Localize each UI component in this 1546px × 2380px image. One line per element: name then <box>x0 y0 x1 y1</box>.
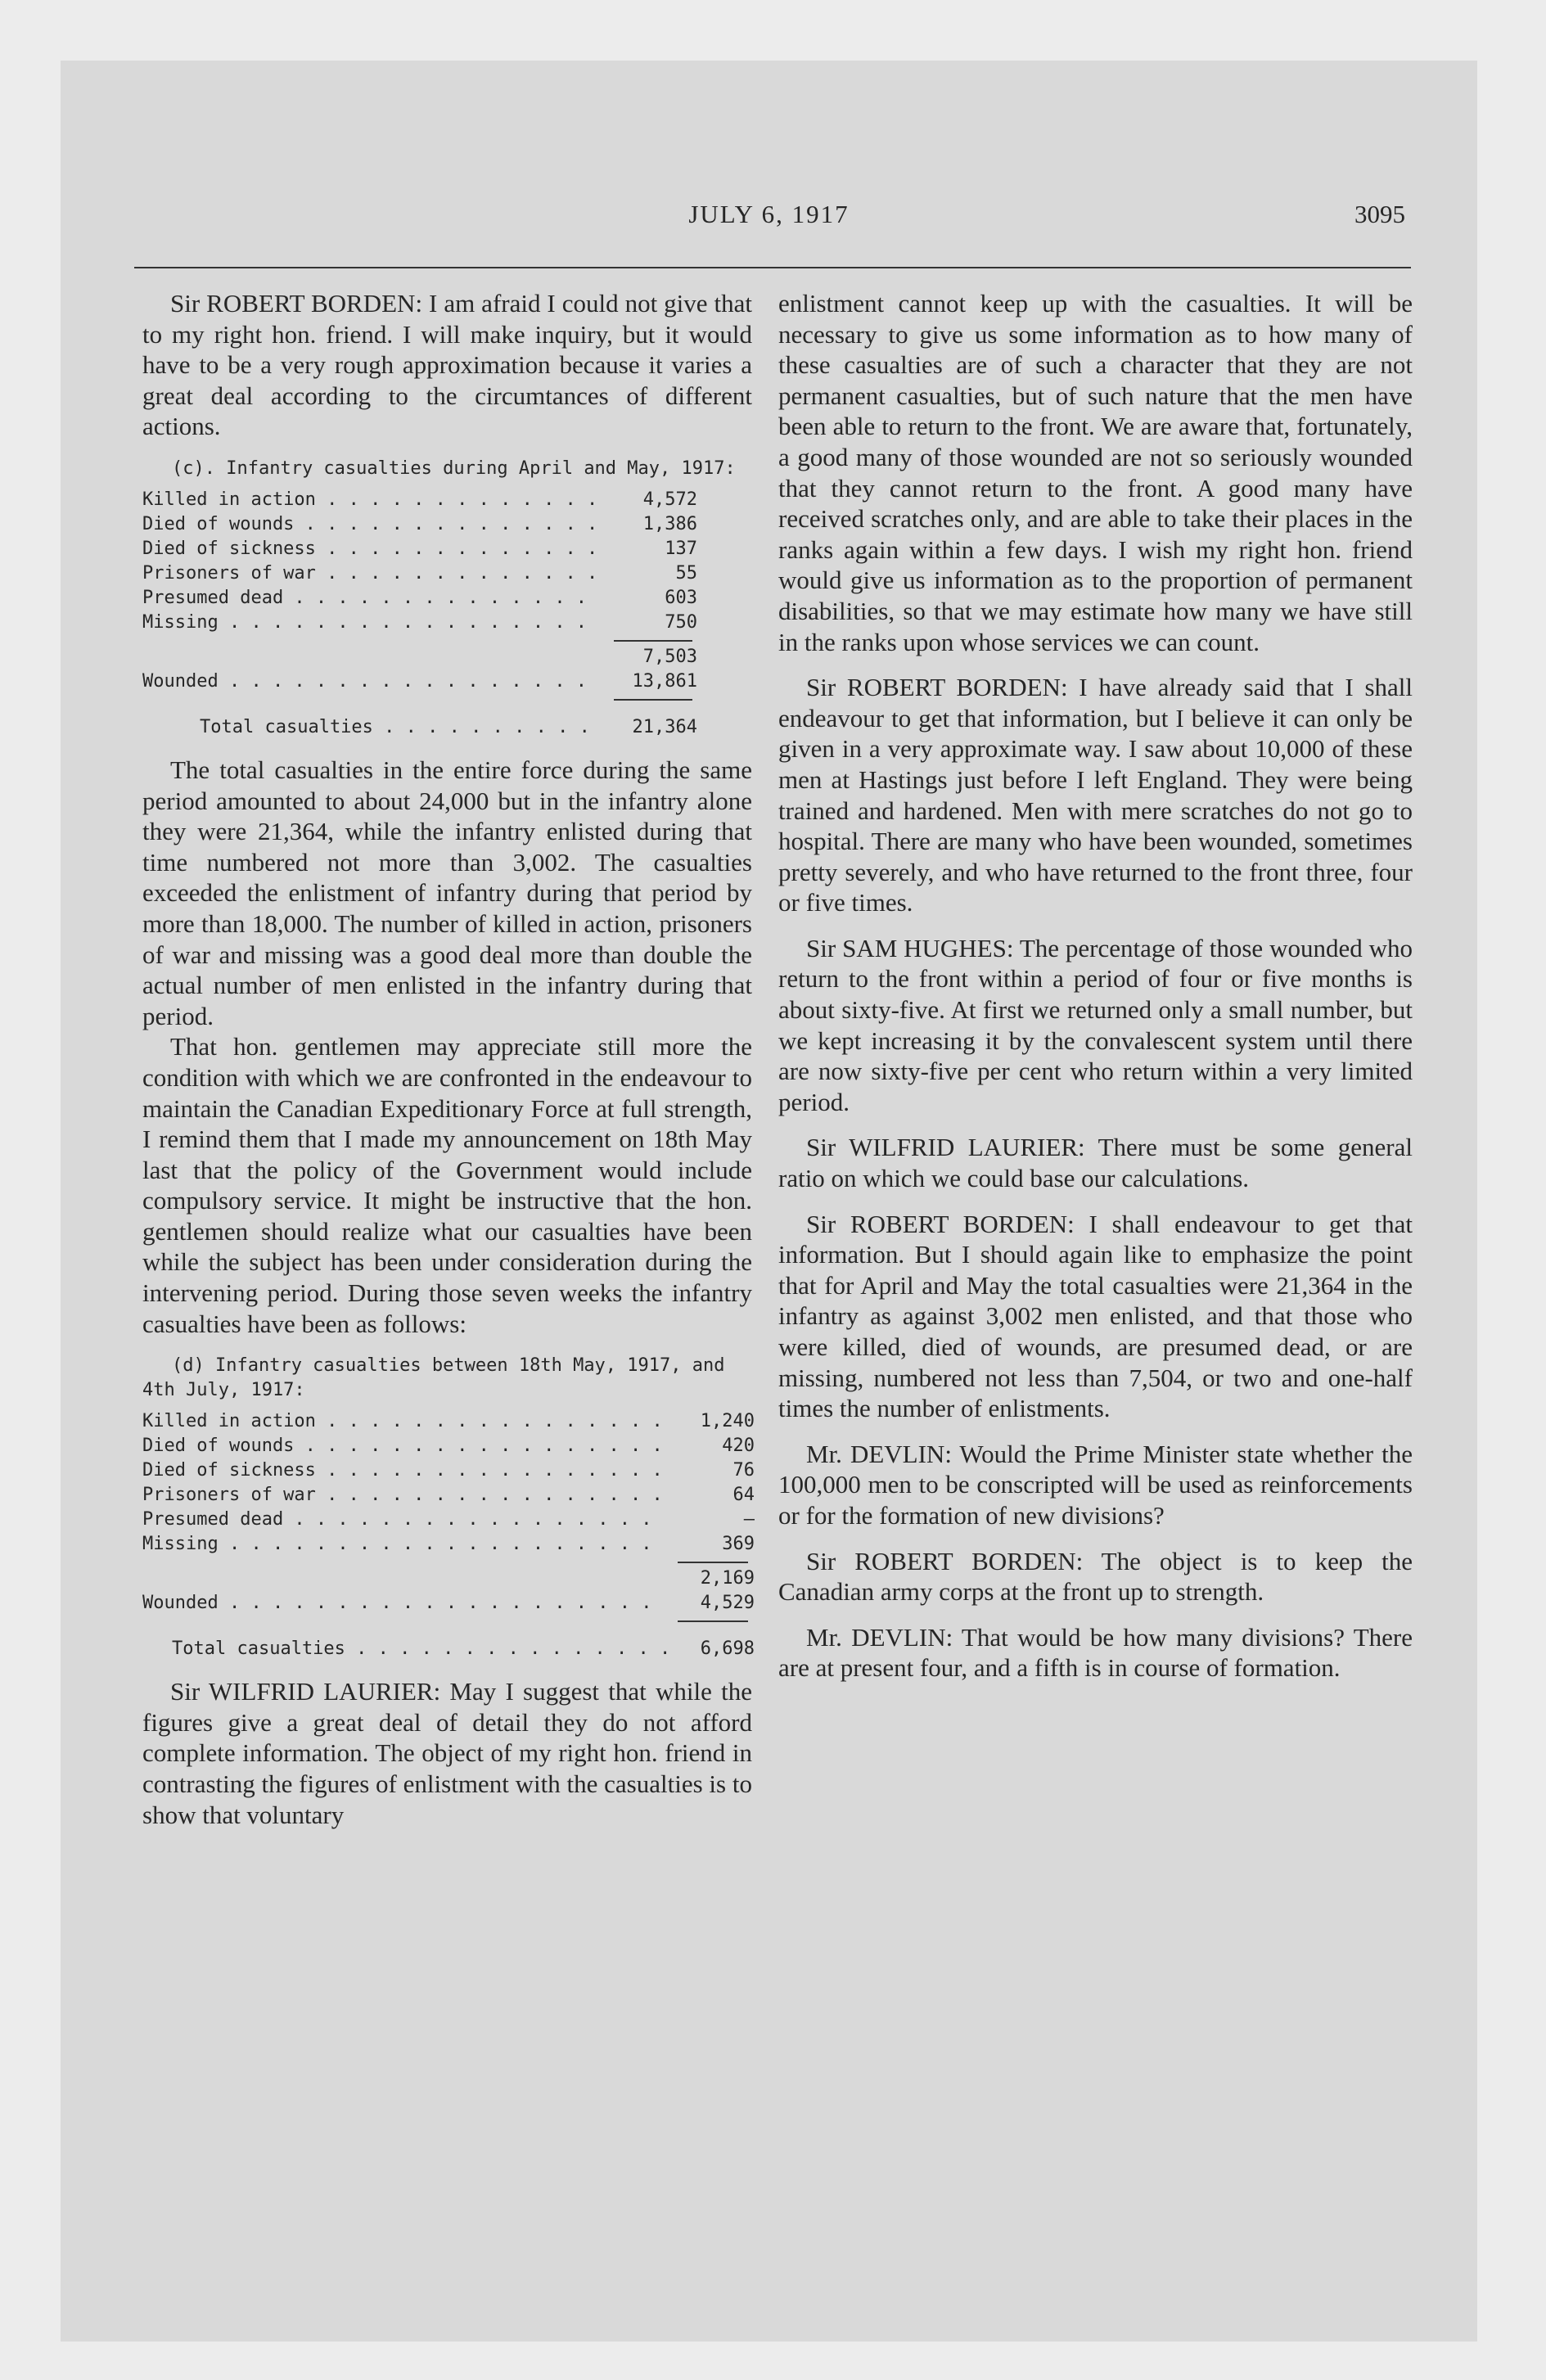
table-row <box>142 1483 755 1508</box>
row-value: 64 <box>732 1485 755 1506</box>
right-column <box>778 288 1413 1684</box>
row-label: Prisoners of war . . . <box>142 1483 666 1508</box>
table-c <box>142 488 752 740</box>
row-value: 13,861 <box>632 670 697 692</box>
subtotal-rule <box>678 1562 748 1563</box>
row-label: Killed in action . . . <box>142 488 601 512</box>
row-value: 1,240 <box>700 1411 755 1432</box>
row-value: 76 <box>732 1460 755 1481</box>
subtotal-row <box>142 645 752 669</box>
row-label: Missing . . . <box>142 611 601 635</box>
speech-laurier-2: Sir WILFRID LAURIER: There must be some general ratio on which we could base our calculations. <box>778 1133 1413 1193</box>
left-column <box>142 288 755 1830</box>
table-row <box>142 1532 755 1557</box>
row-label: Wounded . . . <box>142 1591 666 1616</box>
row-label: Prisoners of war . . . <box>142 561 601 586</box>
row-label: Presumed dead . . . <box>142 1508 666 1532</box>
speech-devlin-2: Mr. DEVLIN: That would be how many divisions? There are at present four, and a fifth is in course of formation. <box>778 1622 1413 1683</box>
speech-devlin-1: Mr. DEVLIN: Would the Prime Minister state whether the 100,000 men to be conscripted will be used as reinforcements or for the formation of new divisions? <box>778 1439 1413 1530</box>
paragraph-enlistment: That hon. gentlemen may appreciate still more the condition with which we are confronted in the endeavour to maintain the Canadian Expeditionary Force at full strength, I remind them that I made my announcement on 18th May last that the policy of the Government would include compulsory service. It might be instructive that the hon. gentlemen should realize what our casualties have been while the subject has been under consideration during the intervening period. During those seven weeks the infantry casualties have been as follows: <box>142 1032 752 1338</box>
total-row <box>142 715 752 740</box>
subtotal-row <box>142 1566 755 1591</box>
speech-hughes: Sir SAM HUGHES: The percentage of those wounded who return to the front within a period of four or five months is about sixty-five. At first we returned only a small number, but we kept increasing it by the convalescent system until there are now sixty-five per cent who return within a very limited period. <box>778 933 1413 1116</box>
row-value: 750 <box>665 611 697 633</box>
row-value: 4,529 <box>700 1593 755 1614</box>
page-date: JULY 6, 1917 <box>688 200 850 228</box>
paragraph-total-casualties: The total casualties in the entire force during the same period amounted to about 24,000 but in the infantry alone they were 21,364, while the infantry enlisted during that time numbered not more than 3,002. The casualties exceeded the enlistment of infantry during that period by more than 18,000. The number of killed in action, prisoners of war and missing was a good deal more than double the actual number of men enlisted in the infantry during that period. <box>142 755 752 1030</box>
row-value: 369 <box>722 1534 755 1555</box>
total-row <box>142 1637 755 1661</box>
row-label: Died of wounds . . . <box>142 512 601 537</box>
row-value: 603 <box>665 587 697 608</box>
page-number: 3095 <box>1354 200 1405 228</box>
running-head <box>61 200 1477 232</box>
row-value: 420 <box>722 1436 755 1457</box>
table-row <box>142 1458 755 1483</box>
table-c-caption: (c). Infantry casualties during April and May, 1917: <box>172 458 736 479</box>
page <box>61 61 1477 2342</box>
subtotal-rule <box>614 640 692 642</box>
row-label: Died of sickness . . . <box>142 1458 666 1483</box>
row-label: Presumed dead . . . <box>142 586 601 611</box>
row-label: Killed in action . . . <box>142 1409 666 1434</box>
speech-borden-3: Sir ROBERT BORDEN: I shall endeavour to get that information. But I should again like to emphasize the point that for April and May the total casualties were 21,364 in the infantry as against 3,002 men enlisted, and that those who were killed, died of wounds, are presumed dead, or are missing, numbered not less than 7,504, or two and one-half times the number of enlistments. <box>778 1209 1413 1423</box>
table-row <box>142 1508 755 1532</box>
wounded-row <box>142 1591 755 1616</box>
table-d <box>142 1409 755 1661</box>
speech-laurier-1: Sir WILFRID LAURIER: May I suggest that while the figures give a great deal of detail they do not afford complete information. The object of my right hon. friend in contrasting the figures of enlistment with the casualties is to show that voluntary <box>142 1677 752 1829</box>
table-row <box>142 561 752 586</box>
table-d-caption: (d) Infantry casualties between 18th May, 1917, and 4th July, 1917: <box>142 1355 725 1401</box>
subtotal-value: 2,169 <box>700 1568 755 1589</box>
table-row <box>142 1434 755 1458</box>
row-value: 55 <box>675 562 697 584</box>
row-label: Total casualties . . . <box>142 1637 666 1661</box>
row-value: — <box>743 1509 755 1530</box>
table-row <box>142 611 752 635</box>
row-label: Total casualties . . . <box>142 715 601 740</box>
row-label: Wounded . . . <box>142 669 601 694</box>
total-rule <box>614 699 692 701</box>
table-row <box>142 537 752 561</box>
speech-borden-2: Sir ROBERT BORDEN: I have already said that I shall endeavour to get that information, but I believe it can only be given in a very approximate way. I saw about 10,000 of these men at Hastings just before I left England. They were being trained and hardened. Men with mere scratches do not go to hospital. There are many who have been wounded, sometimes pretty severely, and who have returned to the front three, four or five times. <box>778 673 1413 917</box>
table-row <box>142 586 752 611</box>
subtotal-value: 7,503 <box>642 646 697 667</box>
table-row <box>142 488 752 512</box>
total-rule <box>678 1620 748 1622</box>
speech-borden-4: Sir ROBERT BORDEN: The object is to keep the Canadian army corps at the front up to strength. <box>778 1546 1413 1607</box>
wounded-row <box>142 669 752 694</box>
row-label: Missing . . . <box>142 1532 666 1557</box>
row-value: 4,572 <box>642 489 697 510</box>
row-value: 137 <box>665 538 697 559</box>
speech-laurier-continued: enlistment cannot keep up with the casualties. It will be necessary to give us some information as to how many of these casualties are of such a character that they are not permanent casualties, but of such nature that the men have been able to return to the front. We are aware that, fortunately, a good many of those wounded are not so seriously wounded that they cannot return to the front. A good many have received scratches only, and are able to take their places in the ranks again within a few days. I wish my right hon. friend would give us information as to the proportion of permanent disabilities, so that we may estimate how many we have still in the ranks upon whose services we can count. <box>778 289 1413 656</box>
speech-borden-1: Sir ROBERT BORDEN: I am afraid I could not give that to my right hon. friend. I will make inquiry, but it would have to be a very rough approximation because it varies a great deal according to the circumtances of different actions. <box>142 289 752 441</box>
row-label: Died of sickness . . . <box>142 537 601 561</box>
header-rule <box>134 267 1411 268</box>
row-value: 6,698 <box>700 1639 755 1660</box>
table-row <box>142 512 752 537</box>
table-row <box>142 1409 755 1434</box>
row-value: 21,364 <box>632 716 697 737</box>
row-value: 1,386 <box>642 513 697 534</box>
row-label: Died of wounds . . . <box>142 1434 666 1458</box>
